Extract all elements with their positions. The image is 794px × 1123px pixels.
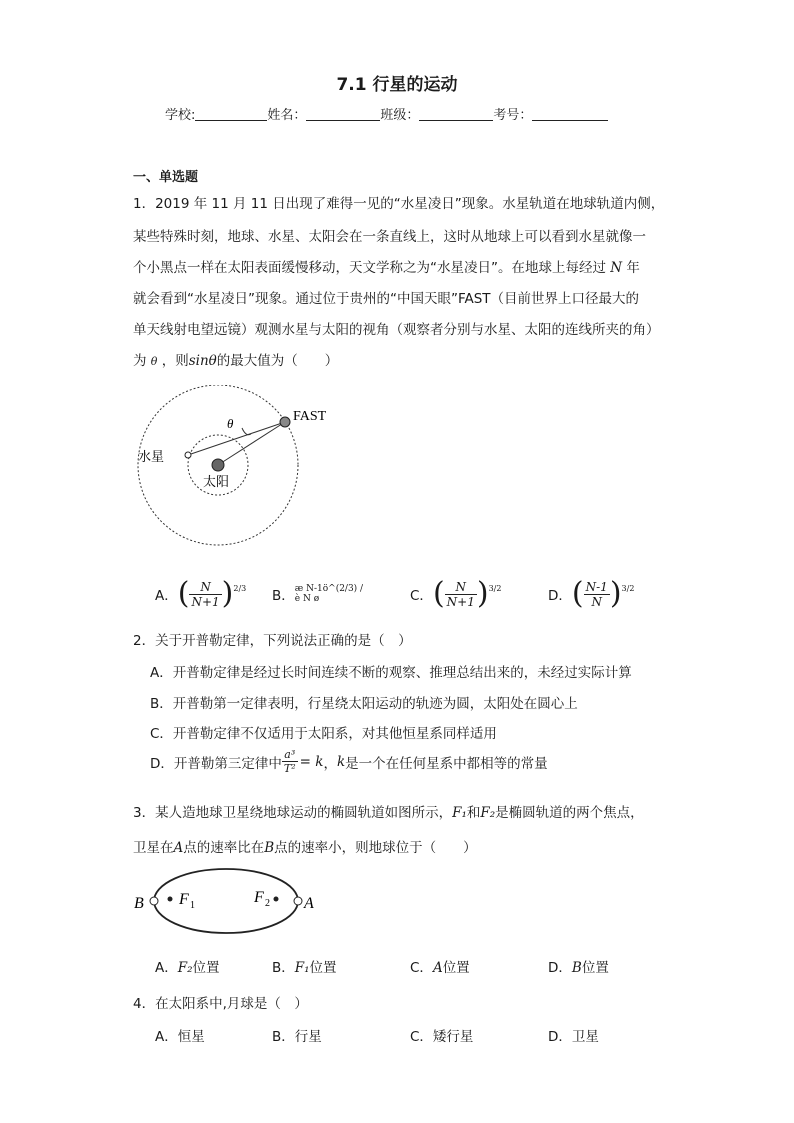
fraction-kepler-den: T² [283,762,296,775]
fraction-c [445,580,477,609]
fast-label: FAST [293,409,327,424]
q4-option-d[interactable]: D．卫星 [548,1029,599,1045]
sun-label: 太阳 [203,475,230,490]
q1-option-c-label: C． [410,588,433,604]
var-f1: F₁ [452,805,467,821]
number-field[interactable] [532,107,608,121]
q1-line-3-text: 个小黑点一样在太阳表面缓慢移动，天文学称之为“水星凌日”。在地球上每经过 [133,260,606,276]
fraction-kepler [282,748,298,775]
right-paren: ) [476,576,489,611]
var-a: A [173,840,184,856]
q1-line-1: 1．2019 年 11 月 11 日出现了难得一见的“水星凌日”现象。水星轨道在地球轨道内侧， [133,196,665,212]
school-field[interactable] [195,107,267,121]
fraction-kepler-num: a³ [282,748,298,762]
equals-k: = k [299,753,324,770]
right-paren: ) [609,576,622,611]
fraction-a-den: N+1 [191,594,220,609]
q1-line-4: 就会看到“水星凌日”现象。通过位于贵州的“中国天眼”FAST（目前世界上口径最大的 [133,291,640,307]
q2-option-d-text-a: D．开普勒第三定律中 [150,755,282,772]
q1-line-6-c: 的最大值为（ ） [216,353,339,369]
student-info-line [165,104,608,123]
q3-option-a[interactable] [155,956,220,976]
sun-icon [212,459,224,471]
q3-line-2-a: 卫星在 [133,840,174,856]
fast-icon [280,417,290,427]
expr-sin-theta: sinθ [188,353,217,369]
var-f2: F₂ [480,805,496,821]
q3-option-a-var: F₂ [177,960,193,976]
left-paren: ( [571,576,584,611]
point-a-label: A [304,895,314,912]
exp-d: 3/2 [621,583,635,593]
page-title: 7.1 行星的运动 [336,75,458,95]
point-a-icon [294,897,302,905]
q3-option-c-var: A [432,960,443,976]
q2-option-d-comma: ， [323,755,337,772]
q1-option-a-label: A． [155,588,178,604]
q3-option-c-label: C． [410,960,433,976]
q1-option-d-label: D． [548,588,572,604]
focus-f2-icon [274,897,279,902]
exp-c: 3/2 [488,583,502,593]
orbit-diagram [130,385,350,555]
q1-line-6-b: ，则 [161,353,189,369]
q4-option-a[interactable]: A．恒星 [155,1029,205,1045]
fraction-a [189,580,221,609]
q1-line-5: 单天线射电望远镜）观测水星与太阳的视角（观察者分别与水星、太阳的连线所夹的角） [133,322,660,338]
mercury-sightline [188,422,285,455]
q3-line-2 [133,836,477,856]
q3-option-c-text: 位置 [442,960,470,976]
point-b-label: B [134,895,144,912]
q3-line-2-c: 点的速率小，则地球位于（ ） [274,840,477,856]
var-k: k [336,753,346,770]
q1-option-a[interactable] [155,574,246,614]
right-paren: ) [221,576,234,611]
fraction-d [584,580,610,609]
q1-option-c[interactable] [410,574,501,614]
q1-option-b-label: B． [272,588,295,604]
q3-option-b-text: 位置 [309,960,337,976]
q3-line-1 [133,801,644,821]
q3-line-2-b: 点的速率比在 [183,840,265,856]
q3-option-d-label: D． [548,960,572,976]
q1-line-2: 某些特殊时刻，地球、水星、太阳会在一条直线上，这时从地球上可以看到水星就像一 [133,229,646,245]
name-label: 姓名： [267,108,307,123]
fraction-c-den: N+1 [446,594,475,609]
q1-line-3 [133,256,640,276]
fraction-a-num: N [189,580,221,595]
q3-line-1-b: 和 [466,805,481,821]
ellipse-orbit-diagram [130,866,330,936]
school-label: 学校: [165,108,196,123]
focus-f1-icon [168,897,173,902]
q3-option-b[interactable] [272,956,337,976]
exp-a: 2/3 [233,583,247,593]
q3-option-a-text: 位置 [192,960,220,976]
var-theta: θ [150,355,158,368]
left-paren: ( [177,576,190,611]
garbled-formula-b: æ N-1ö^(2/3) / è N ø [294,584,364,604]
q2-option-d-text-c: 是一个在任何星系中都相等的常量 [345,755,548,772]
q1-option-d[interactable] [548,574,634,614]
point-b-icon [150,897,158,905]
q2-stem: 2．关于开普勒定律，下列说法正确的是（ ） [133,633,412,649]
q1-line-6 [133,349,338,369]
q2-option-d[interactable] [150,748,548,775]
q1-line-6-a: 为 [133,353,147,369]
q1-option-b[interactable] [272,574,365,614]
q4-option-c[interactable]: C．矮行星 [410,1029,474,1045]
mercury-label: 水星 [138,450,165,465]
q3-option-b-var: F₁ [294,960,310,976]
f2-subscript: 2 [265,898,270,909]
q3-option-d[interactable] [548,956,609,976]
var-n: N [610,260,623,276]
left-paren: ( [432,576,445,611]
f1-label: F [179,891,189,908]
q3-option-a-label: A． [155,960,178,976]
q3-option-b-label: B． [272,960,295,976]
mercury-icon [185,452,191,458]
fraction-d-den: N [591,594,602,609]
f1-subscript: 1 [190,900,195,911]
fraction-d-num: N-1 [585,579,608,594]
q4-stem: 4．在太阳系中,月球是（ ） [133,996,308,1012]
number-label: 考号： [493,108,533,123]
q3-line-1-c: 是椭圆轨道的两个焦点， [495,805,644,821]
q3-line-1-a: 3．某人造地球卫星绕地球运动的椭圆轨道如图所示， [133,805,453,821]
section-heading: 一、单选题 [133,170,199,185]
q3-option-c[interactable] [410,956,470,976]
name-field[interactable] [306,107,380,121]
theta-label: θ [227,416,234,431]
class-field[interactable] [419,107,493,121]
q2-option-c[interactable]: C．开普勒定律不仅适用于太阳系，对其他恒星系同样适用 [150,726,497,742]
q3-option-d-var: B [571,960,582,976]
fraction-c-num: N [445,580,477,595]
var-b: B [264,840,275,856]
q2-option-a[interactable]: A．开普勒定律是经过长时间连续不断的观察、推理总结出来的，未经过实际计算 [150,665,632,681]
f2-label: F [254,889,264,906]
q4-option-b[interactable]: B．行星 [272,1029,322,1045]
q3-option-d-text: 位置 [581,960,609,976]
q1-line-3-tail: 年 [626,260,640,276]
q2-option-b[interactable]: B．开普勒第一定律表明，行星绕太阳运动的轨迹为圆，太阳处在圆心上 [150,696,578,712]
class-label: 班级： [380,108,420,123]
